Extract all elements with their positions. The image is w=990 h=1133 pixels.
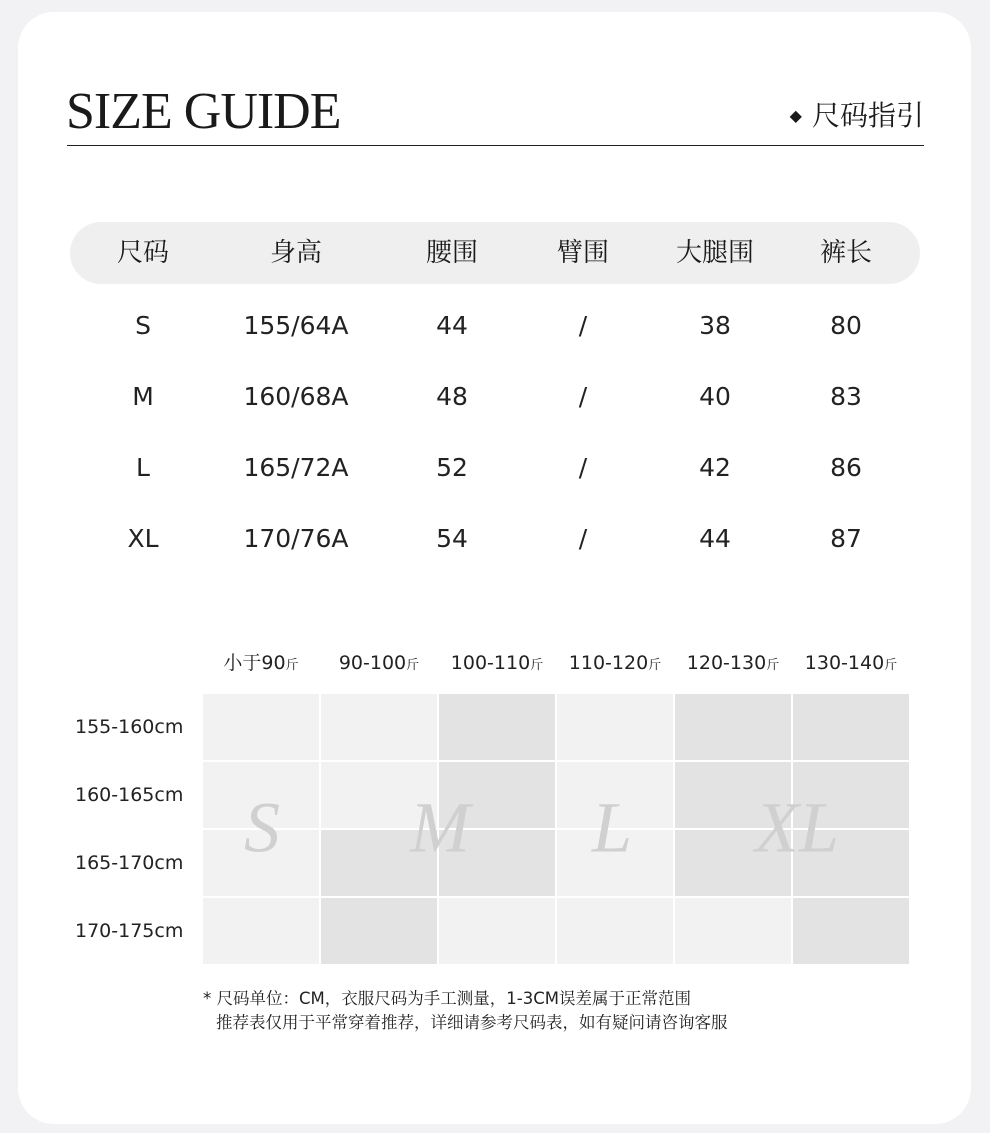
column-header: 尺码 (116, 238, 170, 268)
table-cell: L (136, 453, 150, 482)
height-label: 155-160cm (75, 716, 184, 738)
table-cell: 83 (830, 382, 862, 411)
grid-cell (557, 898, 673, 964)
table-cell: 52 (436, 453, 468, 482)
title-divider (67, 145, 924, 146)
grid-cell (203, 694, 319, 760)
weight-unit: 斤 (648, 658, 662, 673)
weight-label (687, 650, 779, 679)
table-cell: 165/72A (243, 453, 349, 482)
weight-range: 110-120 (568, 652, 649, 674)
grid-cell (321, 898, 437, 964)
table-cell: 170/76A (243, 524, 349, 553)
height-label: 165-170cm (75, 852, 184, 874)
column-header: 腰围 (425, 238, 479, 268)
grid-cell (321, 694, 437, 760)
table-cell: 54 (436, 524, 468, 553)
weight-range: 130-140 (804, 652, 885, 674)
column-header: 身高 (269, 238, 323, 268)
diamond-icon: ◆ (789, 106, 802, 125)
table-cell: / (578, 524, 588, 553)
table-cell: M (132, 382, 154, 411)
size-zone-label: XL (754, 787, 840, 868)
column-header: 大腿围 (675, 238, 755, 268)
weight-range: 120-130 (686, 652, 767, 674)
grid-cell (675, 898, 791, 964)
table-cell: 160/68A (243, 382, 349, 411)
table-cell: / (578, 453, 588, 482)
height-label: 170-175cm (75, 920, 184, 942)
weight-label (339, 650, 419, 679)
weight-unit: 斤 (766, 658, 780, 673)
table-cell: S (135, 311, 151, 340)
table-cell: 87 (830, 524, 862, 553)
note-line-2: 推荐表仅用于平常穿着推荐，详细请参考尺码表，如有疑问请咨询客服 (216, 1013, 728, 1032)
height-label: 160-165cm (75, 784, 184, 806)
weight-range: 90-100 (338, 652, 407, 674)
grid-cell (439, 898, 555, 964)
table-cell: / (578, 382, 588, 411)
weight-range: 100-110 (450, 652, 531, 674)
column-header: 裤长 (819, 238, 873, 268)
grid-cell (793, 694, 909, 760)
weight-range: 小于90 (223, 652, 286, 674)
note-line-1: * 尺码单位：CM，衣服尺码为手工测量，1-3CM误差属于正常范围 (203, 989, 691, 1008)
size-zone-label: S (244, 787, 280, 868)
table-cell: 42 (699, 453, 731, 482)
size-table-header (70, 222, 920, 284)
size-zone-label: L (591, 787, 633, 868)
grid-cell (557, 694, 673, 760)
table-cell: 48 (436, 382, 468, 411)
weight-unit: 斤 (530, 658, 544, 673)
table-cell: 80 (830, 311, 862, 340)
subtitle-text: 尺码指引 (811, 99, 924, 132)
table-cell: / (578, 311, 588, 340)
table-cell: XL (127, 524, 159, 553)
grid-cell (675, 694, 791, 760)
table-cell: 38 (699, 311, 731, 340)
table-cell: 44 (699, 524, 731, 553)
size-zone-label: M (410, 787, 470, 868)
table-cell: 155/64A (243, 311, 349, 340)
page-title: SIZE GUIDE (66, 83, 341, 140)
table-cell: 86 (830, 453, 862, 482)
weight-unit: 斤 (884, 658, 898, 673)
weight-unit: 斤 (285, 658, 299, 673)
weight-label (223, 650, 298, 679)
grid-cell (203, 898, 319, 964)
page-subtitle (790, 98, 924, 134)
grid-cell (439, 694, 555, 760)
table-cell: 44 (436, 311, 468, 340)
weight-unit: 斤 (406, 658, 420, 673)
weight-label (451, 650, 543, 679)
weight-label (569, 650, 661, 679)
weight-label (805, 650, 897, 679)
grid-cell (793, 898, 909, 964)
table-cell: 40 (699, 382, 731, 411)
column-header: 臂围 (556, 238, 610, 268)
